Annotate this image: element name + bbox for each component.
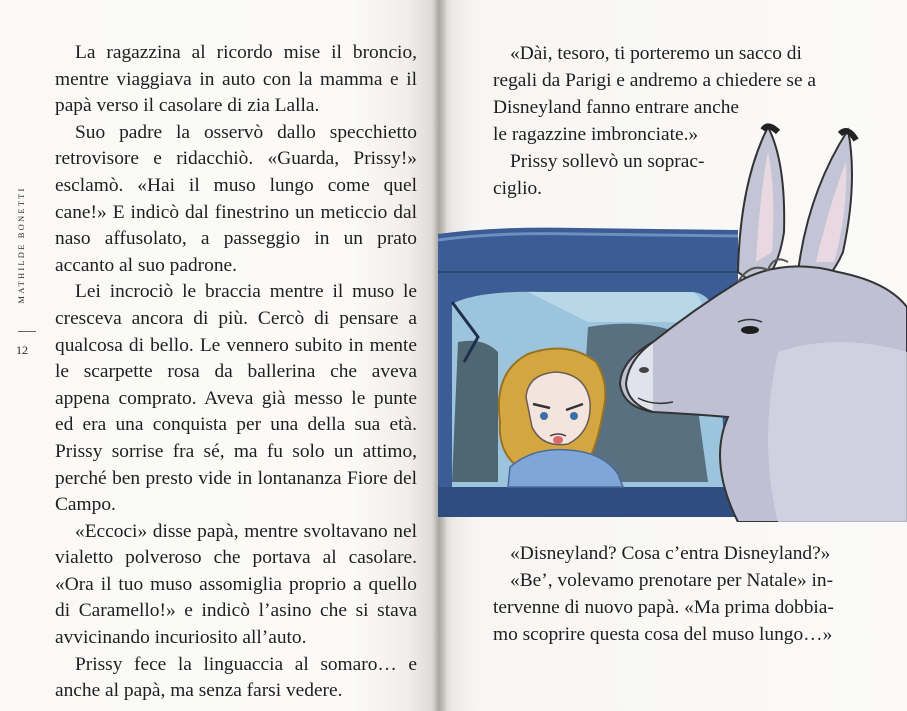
donkey-eye — [741, 326, 759, 334]
page-number: 12 — [16, 343, 28, 357]
text-line: regali da Parigi e andremo a chiedere se a — [493, 70, 817, 91]
text-line: Prissy sollevò un soprac- — [510, 151, 705, 172]
left-page — [0, 0, 438, 711]
text-line: «Disneyland? Cosa c’entra Disneyland?» — [510, 543, 831, 564]
running-head: MATHILDE BONETTI — [16, 186, 26, 304]
paragraph: Lei incrociò le braccia mentre il muso le cresceva ancora di più. Cercò di pensare a qualcosa di bello. Le vennero subito in mente le scarpette rosa da ballerina che aveva appena comprato. Aveva già messo le punte ed era una conquista per una della sua età. Prissy sorrise fra sé, ma fu solo un attimo, perché ben presto vide in lontananza Fiore del Campo. — [55, 281, 417, 516]
margin-rule — [18, 331, 36, 332]
paragraph: «Eccoci» disse papà, mentre svoltavano nel vialetto polveroso che portava al casolare. «Ora il tuo muso assomiglia proprio a quello di Caramello!» e indicò l’asino che si stava avvicinando incuriosito all’auto. — [55, 520, 417, 649]
text-line: «Be’, volevamo prenotare per Natale» in- — [510, 570, 834, 591]
paragraph: Suo padre la osservò dallo specchietto retrovisore e ridacchiò. «Guarda, Prissy!» esclamò. «Hai il muso lungo come quel cane!» E indicò dal finestrino un meticcio dal naso affusolato, a passeggio in un prato accanto al suo padrone. — [55, 121, 417, 276]
text-line: le ragazzine imbronciate.» — [493, 124, 699, 145]
text-line: Disneyland fanno entrare anche — [493, 97, 740, 118]
text-line: ciglio. — [493, 178, 543, 199]
paragraph: Prissy fece la linguaccia al somaro… e anche al papà, ma senza farsi vedere. — [55, 653, 417, 702]
illustration-car-donkey — [438, 122, 907, 522]
paragraph: La ragazzina al ricordo mise il broncio, mentre viaggiava in auto con la mamma e il papà verso il casolare di zia Lalla. — [55, 42, 417, 117]
text-line: mo scoprire questa cosa del muso lungo…» — [493, 624, 833, 645]
text-line: «Dài, tesoro, ti porteremo un sacco di — [510, 43, 802, 64]
left-text-block — [55, 40, 417, 705]
text-line: tervenne di nuovo papà. «Ma prima dobbia- — [493, 597, 834, 618]
